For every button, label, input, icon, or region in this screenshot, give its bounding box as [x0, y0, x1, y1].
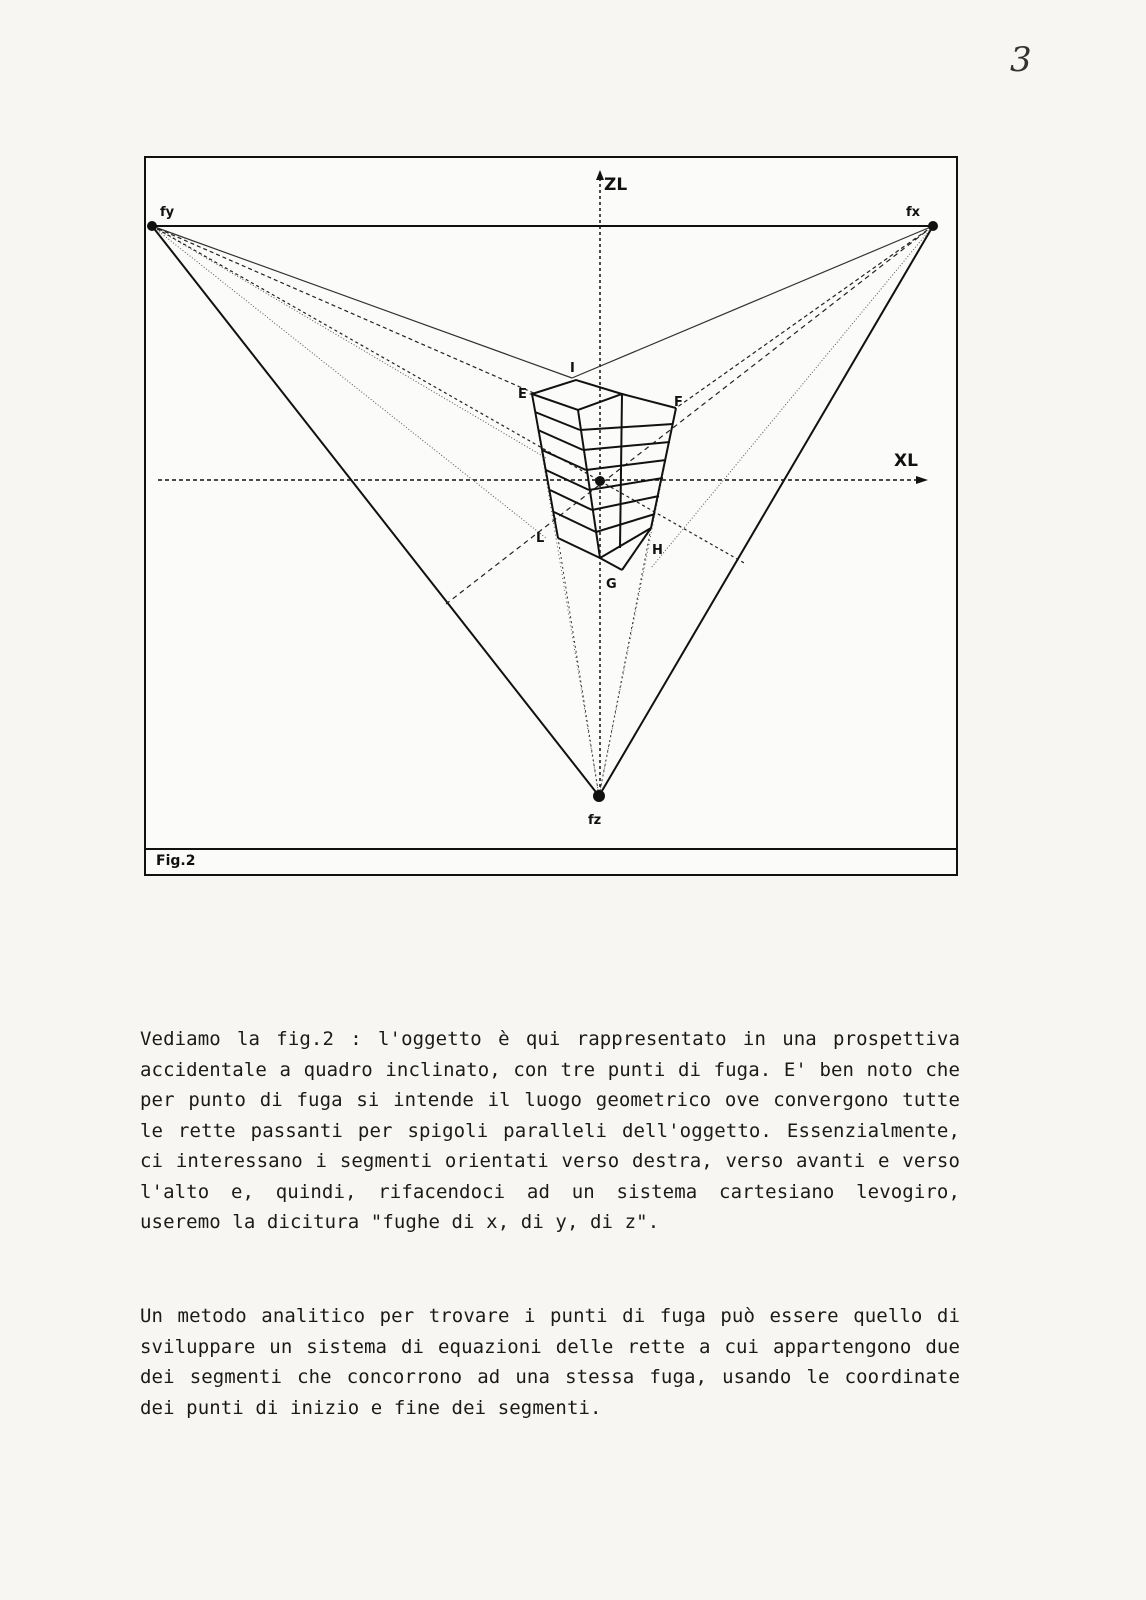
floor-line — [586, 460, 666, 470]
label-xl: XL — [894, 451, 918, 471]
floor-line — [596, 514, 655, 532]
perspective-diagram — [146, 158, 960, 878]
floor-line — [580, 424, 673, 430]
label-fy: fy — [160, 205, 175, 220]
label-g: G — [606, 577, 617, 592]
fy-construction-line — [152, 226, 546, 538]
label-l: L — [536, 531, 545, 546]
perspective-object — [532, 380, 676, 570]
fx-construction-line — [446, 226, 933, 604]
label-fz: fz — [588, 813, 602, 828]
figure-caption-bar — [146, 848, 956, 874]
paragraph-1: Vediamo la fig.2 : l'oggetto è qui rappresentato in una prospettiva accidentale a quadro inclinato, con tre punti di fuga. E' ben noto che per punto di fuga si intende il luogo geometrico ove convergono tutte le rette passanti per spigoli paralleli dell'oggetto. Essenzialmente, ci interessano i segmenti orientati verso destra, verso avanti e verso l'alto e, quindi, rifacendoci ad un sistema cartesiano levogiro, useremo la dicitura "fughe di x, di y, di z". — [140, 1028, 960, 1233]
fz-point — [593, 790, 605, 802]
page-number: 3 — [1010, 40, 1032, 80]
floor-line — [542, 450, 586, 470]
label-e: E — [518, 387, 527, 402]
figure-2 — [144, 156, 958, 876]
floor-line — [592, 496, 659, 510]
origin-point — [595, 476, 605, 486]
fy-construction-line — [152, 226, 746, 564]
floor-line — [554, 512, 596, 532]
object-edge — [622, 394, 676, 408]
floor-line — [550, 490, 592, 510]
object-edge — [600, 528, 651, 558]
fy-construction-line — [152, 226, 572, 378]
fy-construction-line — [152, 226, 546, 458]
object-edge — [558, 538, 600, 558]
label-h: H — [652, 543, 663, 558]
figure-caption: Fig.2 — [156, 853, 196, 869]
paragraph-2: Un metodo analitico per trovare i punti di fuga può essere quello di sviluppare un sistema di equazioni delle rette a cui appartengono due dei segmenti che concorrono ad una stessa fuga, usando le coordinate dei punti di inizio e fine dei segmenti. — [140, 1305, 960, 1419]
fx-construction-line — [676, 226, 933, 408]
fy-point — [147, 221, 157, 231]
floor-line — [583, 442, 670, 450]
label-fx: fx — [906, 205, 921, 220]
floor-line — [538, 430, 583, 450]
label-f: F — [674, 395, 683, 410]
fy-construction-line — [152, 226, 536, 394]
xl-arrow — [916, 476, 928, 484]
fx-construction-line — [651, 226, 933, 568]
fx-fz-line — [599, 226, 933, 796]
fx-point — [928, 221, 938, 231]
label-zl: ZL — [604, 175, 628, 195]
fz-construction-line — [558, 538, 599, 796]
label-i: I — [570, 361, 575, 376]
fy-fz-line — [152, 226, 599, 796]
object-edge — [600, 558, 622, 570]
floor-line — [535, 412, 580, 430]
zl-arrow — [596, 170, 604, 180]
object-top-face — [532, 380, 622, 410]
fx-construction-line — [572, 226, 933, 378]
